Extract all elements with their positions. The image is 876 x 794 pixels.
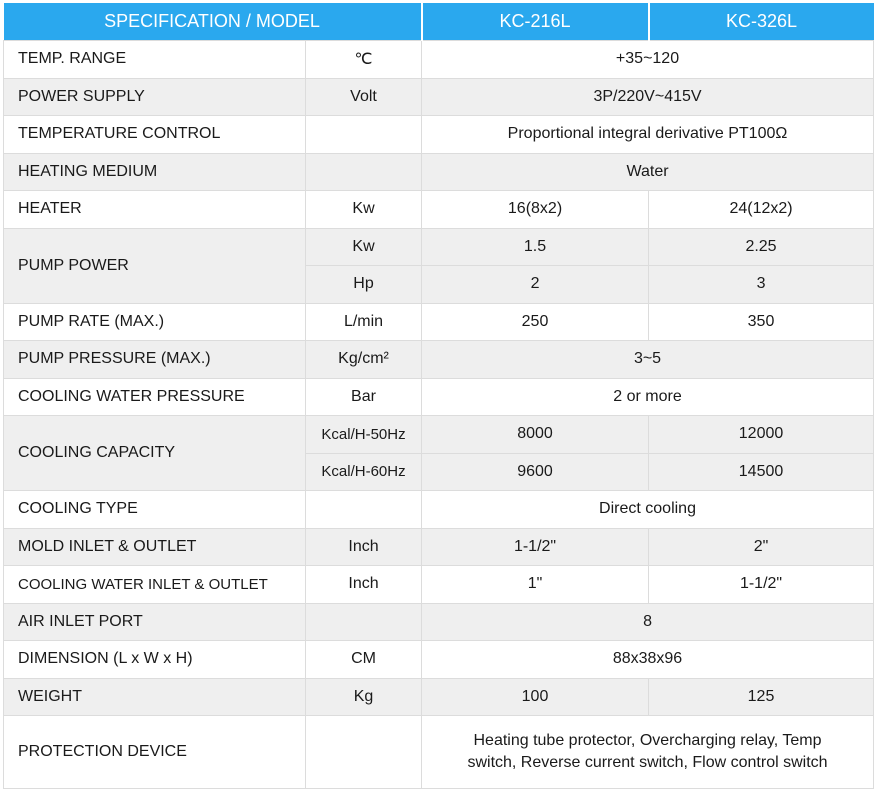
row-mold-inlet-outlet xyxy=(4,528,874,566)
spec-table xyxy=(3,3,874,789)
row-heating-medium xyxy=(4,153,874,191)
row-value: Water xyxy=(422,153,874,191)
row-value-a: 1.5 xyxy=(422,228,649,266)
row-unit xyxy=(306,716,422,789)
row-value-b: 24(12x2) xyxy=(649,191,874,229)
row-power-supply xyxy=(4,78,874,116)
row-value: +35~120 xyxy=(422,41,874,79)
row-value: 8 xyxy=(422,603,874,641)
row-unit: L/min xyxy=(306,303,422,341)
row-protection-device xyxy=(4,716,874,789)
row-label: COOLING WATER INLET & OUTLET xyxy=(4,566,306,604)
row-cooling-capacity-50hz xyxy=(4,416,874,454)
row-value-b: 125 xyxy=(649,678,874,716)
row-unit: Kw xyxy=(306,228,422,266)
row-value-b: 12000 xyxy=(649,416,874,454)
row-weight xyxy=(4,678,874,716)
row-label: TEMP. RANGE xyxy=(4,41,306,79)
row-unit: ℃ xyxy=(306,41,422,79)
header-model-b: KC-326L xyxy=(649,3,874,41)
row-dimension xyxy=(4,641,874,679)
row-unit: Bar xyxy=(306,378,422,416)
row-value-a: 100 xyxy=(422,678,649,716)
row-temp-range xyxy=(4,41,874,79)
header-row xyxy=(4,3,874,41)
row-label: PUMP POWER xyxy=(4,228,306,303)
row-unit: Kcal/H-60Hz xyxy=(306,453,422,491)
row-value-a: 1" xyxy=(422,566,649,604)
row-cooling-water-inlet-outlet xyxy=(4,566,874,604)
header-model-a: KC-216L xyxy=(422,3,649,41)
row-unit xyxy=(306,603,422,641)
row-value-a: 9600 xyxy=(422,453,649,491)
protection-line-2: switch, Reverse current switch, Flow control switch xyxy=(467,754,828,771)
row-unit: Kg/cm² xyxy=(306,341,422,379)
row-label: PUMP PRESSURE (MAX.) xyxy=(4,341,306,379)
row-value-b: 14500 xyxy=(649,453,874,491)
row-cooling-type xyxy=(4,491,874,529)
row-value-b: 1-1/2" xyxy=(649,566,874,604)
row-value-a: 2 xyxy=(422,266,649,304)
row-value: 2 or more xyxy=(422,378,874,416)
row-value-b: 2.25 xyxy=(649,228,874,266)
row-label: COOLING TYPE xyxy=(4,491,306,529)
protection-line-1: Heating tube protector, Overcharging relay, Temp xyxy=(473,732,822,749)
row-unit: Hp xyxy=(306,266,422,304)
row-value-b: 2" xyxy=(649,528,874,566)
row-value-a: 8000 xyxy=(422,416,649,454)
row-label: MOLD INLET & OUTLET xyxy=(4,528,306,566)
row-label: POWER SUPPLY xyxy=(4,78,306,116)
row-value-a: 1-1/2" xyxy=(422,528,649,566)
row-pump-pressure xyxy=(4,341,874,379)
row-value xyxy=(422,716,874,789)
row-unit: Inch xyxy=(306,528,422,566)
row-label: AIR INLET PORT xyxy=(4,603,306,641)
row-label: COOLING WATER PRESSURE xyxy=(4,378,306,416)
row-label: PUMP RATE (MAX.) xyxy=(4,303,306,341)
row-label: WEIGHT xyxy=(4,678,306,716)
row-label: HEATING MEDIUM xyxy=(4,153,306,191)
row-unit: Inch xyxy=(306,566,422,604)
row-unit: CM xyxy=(306,641,422,679)
row-value-b: 3 xyxy=(649,266,874,304)
row-label: TEMPERATURE CONTROL xyxy=(4,116,306,154)
row-unit: Volt xyxy=(306,78,422,116)
row-unit xyxy=(306,116,422,154)
row-heater xyxy=(4,191,874,229)
row-pump-power-kw xyxy=(4,228,874,266)
row-unit xyxy=(306,491,422,529)
header-spec-model: SPECIFICATION / MODEL xyxy=(4,3,422,41)
row-value: 3P/220V~415V xyxy=(422,78,874,116)
row-unit: Kw xyxy=(306,191,422,229)
row-label: DIMENSION (L x W x H) xyxy=(4,641,306,679)
row-cooling-water-pressure xyxy=(4,378,874,416)
row-temperature-control xyxy=(4,116,874,154)
row-value: Proportional integral derivative PT100Ω xyxy=(422,116,874,154)
row-unit: Kg xyxy=(306,678,422,716)
row-label: PROTECTION DEVICE xyxy=(4,716,306,789)
row-unit: Kcal/H-50Hz xyxy=(306,416,422,454)
row-value: 3~5 xyxy=(422,341,874,379)
row-unit xyxy=(306,153,422,191)
row-label: COOLING CAPACITY xyxy=(4,416,306,491)
row-pump-rate xyxy=(4,303,874,341)
row-value-a: 250 xyxy=(422,303,649,341)
row-value-a: 16(8x2) xyxy=(422,191,649,229)
row-label: HEATER xyxy=(4,191,306,229)
row-air-inlet-port xyxy=(4,603,874,641)
row-value: Direct cooling xyxy=(422,491,874,529)
row-value: 88x38x96 xyxy=(422,641,874,679)
row-value-b: 350 xyxy=(649,303,874,341)
